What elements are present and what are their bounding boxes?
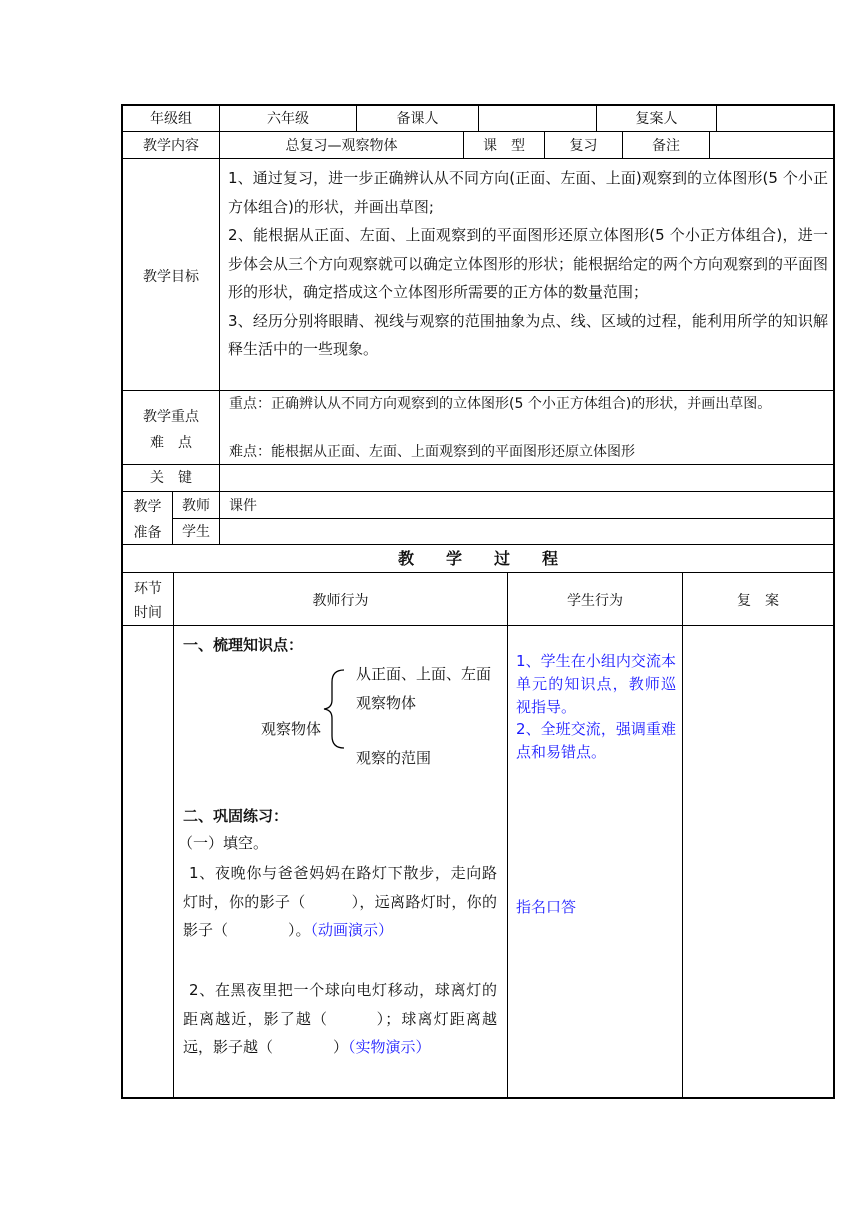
lesson-type-label: 课 型	[483, 138, 525, 154]
review-person-label: 复案人	[635, 111, 678, 127]
question-2-text: 2、在黑夜里把一个球向电灯移动，球离灯的距离越近，影了越（ ）；球离灯距离越远，影子越（ ）	[183, 981, 497, 1056]
stage-col-line1: 环节	[134, 581, 162, 597]
question-2	[183, 976, 497, 1062]
key-points-focus: 重点：正确辨认从不同方向观察到的立体图形(5 个小正方体组合)的形状，并画出草图。	[229, 396, 772, 412]
student-col-header: 学生行为	[567, 593, 623, 609]
question-1	[183, 859, 497, 945]
grade-value: 六年级	[267, 111, 309, 127]
question-1-text: 1、夜晚你与爸爸妈妈在路灯下散步，走向路灯时，你的影子（ ），远离路灯时，你的影子（ ）。	[183, 864, 497, 939]
content-value: 总复习—观察物体	[285, 138, 398, 154]
content-label: 教学内容	[143, 138, 199, 154]
note-label: 备注	[652, 138, 680, 154]
question-1-note: （动画演示）	[310, 921, 394, 939]
review-col-header: 复 案	[737, 593, 779, 609]
preparation-label-line1: 教学	[133, 499, 162, 515]
section1-title: 一、梳理知识点：	[183, 636, 304, 654]
student-item-2: 2、全班交流，强调重难点和易错点。	[516, 720, 676, 761]
question-2-note: （实物演示）	[348, 1038, 431, 1056]
section2-title: 二、巩固练习：	[183, 807, 289, 825]
tree-branch-2: 观察的范围	[356, 749, 432, 767]
tree-branch-1: 从正面、上面、左面观察物体	[356, 665, 492, 712]
student-item-1: 1、学生在小组内交流本单元的知识点，教师巡视指导。	[516, 652, 676, 716]
key-points-label-line1: 教学重点	[143, 409, 199, 425]
lesson-type-value: 复习	[569, 138, 598, 154]
teacher-prep-value: 课件	[229, 498, 257, 514]
process-title: 教 学 过 程	[397, 549, 558, 568]
grade-group-label: 年级组	[150, 111, 192, 127]
tree-brace	[322, 668, 352, 750]
prep-person-label: 备课人	[396, 111, 439, 127]
objectives-label: 教学目标	[143, 269, 199, 285]
tree-root: 观察物体	[261, 720, 322, 738]
student-prep-label: 学生	[182, 524, 210, 540]
teacher-prep-label: 教师	[182, 498, 210, 514]
student-answer: 指名口答	[516, 898, 577, 916]
objective-item: 2、能根据从正面、左面、上面观察到的平面图形还原立体图形(5 个小正方体组合)，进一步体会从三个方向观察就可以确定立体图形的形状；能根据给定的两个方向观察到的平面图形的形状，确定搭成这个立体图形所需要的正方体的数量范围；	[228, 226, 829, 301]
objectives-list	[228, 164, 828, 364]
objective-item: 3、经历分别将眼睛、视线与观察的范围抽象为点、线、区域的过程，能利用所学的知识解释生活中的一些现象。	[228, 311, 828, 358]
stage-col-line2: 时间	[134, 605, 162, 621]
key-points-label-line2: 难 点	[150, 435, 192, 451]
teacher-col-header: 教师行为	[312, 593, 369, 609]
objective-item: 1、通过复习，进一步正确辨认从不同方向(正面、左面、上面)观察到的立体图形(5 个小正方体组合)的形状，并画出草图;	[228, 169, 828, 216]
key-label: 关 键	[150, 470, 192, 486]
preparation-label-line2: 准备	[133, 525, 162, 541]
exercise-subsection: （一）填空。	[178, 834, 269, 852]
key-points-difficulty: 难点：能根据从正面、左面、上面观察到的平面图形还原立体图形	[229, 444, 635, 460]
